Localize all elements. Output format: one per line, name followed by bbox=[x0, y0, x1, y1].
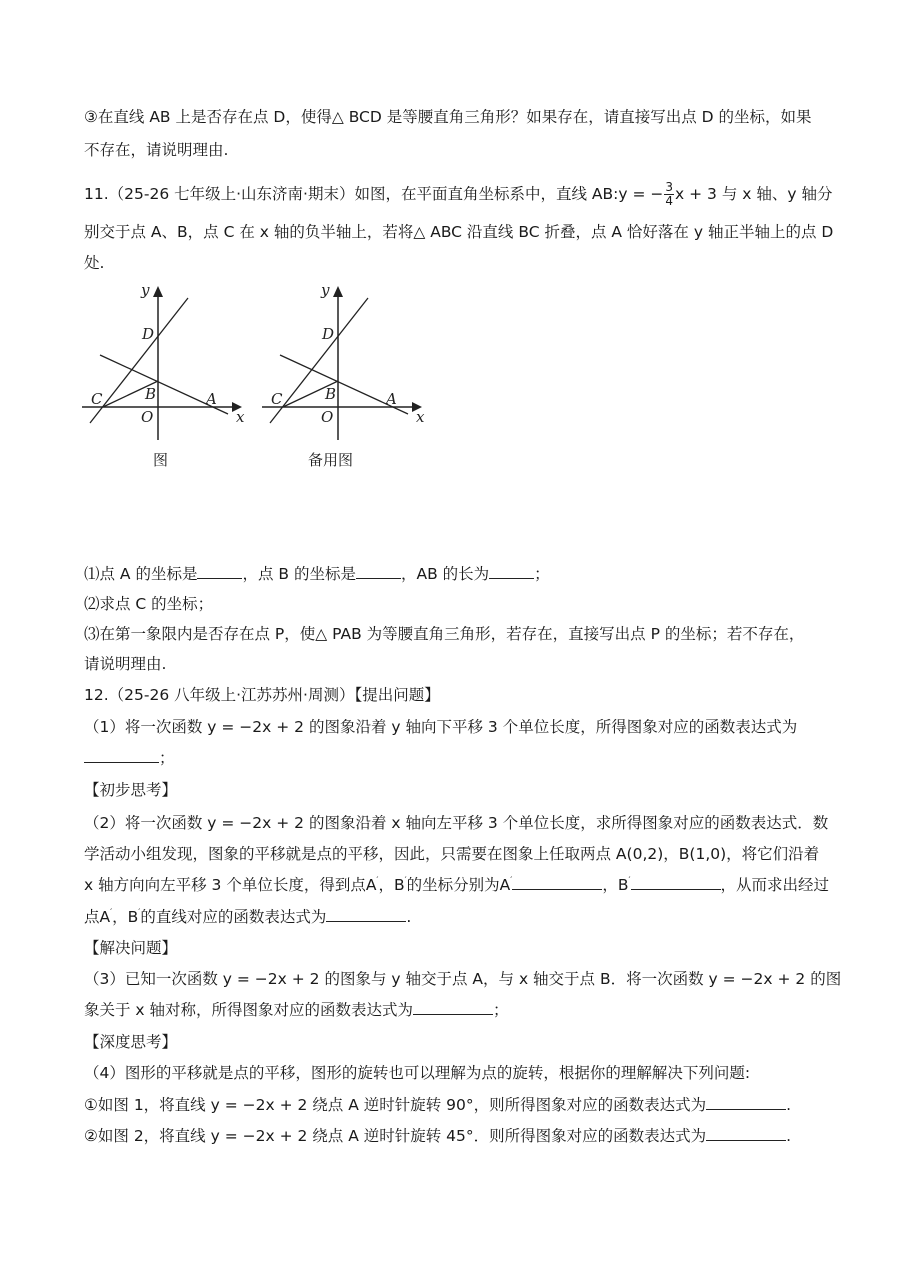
label-x: x bbox=[236, 408, 245, 426]
label-y: y bbox=[141, 281, 150, 299]
answer-blank[interactable] bbox=[706, 1095, 786, 1110]
answer-blank[interactable] bbox=[197, 564, 242, 579]
q12-part4-item2-text: ②如图 2，将直线 y = −2x + 2 绕点 A 逆时针旋转 45°．则所得图象对应的函数表达式为 bbox=[84, 1127, 707, 1145]
label-c: C bbox=[271, 390, 283, 408]
answer-blank[interactable] bbox=[356, 564, 401, 579]
label-o: O bbox=[321, 408, 334, 426]
figure-1 bbox=[78, 280, 248, 450]
figure-1-caption: 图 bbox=[153, 451, 169, 469]
figure-1-graph bbox=[78, 280, 248, 450]
q12-section-3: 【解决问题】 bbox=[84, 939, 178, 957]
q12-part3-text-b: ； bbox=[493, 1001, 509, 1019]
q12-part3-line1: （3）已知一次函数 y = −2x + 2 的图象与 y 轴交于点 A，与 x 轴交于点 B．将一次函数 y = −2x + 2 的图 bbox=[84, 970, 842, 988]
q11-part1-text-d: ； bbox=[534, 565, 550, 583]
q12-part2-text-b: ，B bbox=[378, 876, 405, 894]
y-axis-arrow-icon bbox=[333, 286, 343, 297]
q12-header: 12.（25-26 八年级上·江苏苏州·周测）【提出问题】 bbox=[84, 686, 440, 704]
q12-part2-text-c: 的坐标分别为A bbox=[406, 876, 511, 894]
q12-part2-text-f: 点A bbox=[84, 908, 111, 926]
q11-part1-text-a: ⑴点 A 的坐标是 bbox=[84, 565, 198, 583]
line-cd bbox=[90, 298, 188, 423]
q11-intro-line1 bbox=[84, 181, 832, 208]
q12-part2-line3 bbox=[84, 874, 829, 896]
q12-part2-text-e: ，从而求出经过 bbox=[720, 876, 830, 894]
q12-part4-intro: （4）图形的平移就是点的平移，图形的旋转也可以理解为点的旋转，根据你的理解解决下列问题: bbox=[84, 1064, 751, 1082]
q11-intro-text-b: x + 3 与 x 轴、y 轴分 bbox=[675, 185, 833, 203]
answer-blank[interactable] bbox=[84, 748, 159, 763]
answer-blank[interactable] bbox=[413, 1000, 493, 1015]
q12-part2-text-i: . bbox=[406, 908, 412, 926]
q11-part1-text-b: ，点 B 的坐标是 bbox=[242, 565, 356, 583]
answer-blank[interactable] bbox=[706, 1126, 786, 1141]
label-d: D bbox=[322, 325, 335, 343]
q11-part1 bbox=[84, 563, 550, 585]
label-y: y bbox=[321, 281, 330, 299]
fraction-3-4 bbox=[664, 181, 674, 208]
prime-mark: ′ bbox=[110, 908, 113, 918]
q12-part4-item1 bbox=[84, 1094, 791, 1116]
q12-part2-text-d: ，B bbox=[602, 876, 629, 894]
q12-part3-text-a: 象关于 x 轴对称，所得图象对应的函数表达式为 bbox=[84, 1001, 414, 1019]
figure-2 bbox=[258, 280, 428, 450]
q12-part3-line2 bbox=[84, 999, 509, 1021]
q10-part3-line2: 不存在，请说明理由. bbox=[84, 141, 229, 159]
label-c: C bbox=[91, 390, 103, 408]
label-x: x bbox=[416, 408, 425, 426]
figure-2-graph bbox=[258, 280, 428, 450]
q11-intro-line3: 处. bbox=[84, 254, 105, 272]
q12-part2-line1: （2）将一次函数 y = −2x + 2 的图象沿着 x 轴向左平移 3 个单位长度，求所得图象对应的函数表达式．数 bbox=[84, 814, 829, 832]
q12-part1-end: ； bbox=[159, 749, 175, 767]
answer-blank[interactable] bbox=[326, 907, 406, 922]
q12-part2-text-g: ，B bbox=[112, 908, 139, 926]
label-a: A bbox=[206, 390, 217, 408]
prime-mark: ′ bbox=[510, 876, 513, 886]
q12-part2-text-a: x 轴方向向左平移 3 个单位长度，得到点A bbox=[84, 876, 377, 894]
line-cd bbox=[270, 298, 368, 423]
q12-section-4: 【深度思考】 bbox=[84, 1033, 178, 1051]
label-o: O bbox=[141, 408, 154, 426]
fraction-numerator: 3 bbox=[665, 180, 674, 194]
q12-part2-text-h: 的直线对应的函数表达式为 bbox=[140, 908, 327, 926]
q11-part1-text-c: ，AB 的长为 bbox=[400, 565, 490, 583]
q12-section-2: 【初步思考】 bbox=[84, 781, 178, 799]
q11-part3-line2: 请说明理由. bbox=[84, 655, 167, 673]
q11-part3-line1: ⑶在第一象限内是否存在点 P，使△ PAB 为等腰直角三角形，若存在，直接写出点 P 的坐标；若不存在， bbox=[84, 625, 805, 643]
q11-intro-text-a: 11.（25-26 七年级上·山东济南·期末）如图，在平面直角坐标系中，直线 AB:y = − bbox=[84, 185, 664, 203]
q10-part3-line1: ③在直线 AB 上是否存在点 D，使得△ BCD 是等腰直角三角形？如果存在，请直接写出点 D 的坐标，如果 bbox=[84, 108, 812, 126]
prime-mark: ′ bbox=[404, 876, 407, 886]
prime-mark: ′ bbox=[628, 876, 631, 886]
q12-part2-line2: 学活动小组发现，图象的平移就是点的平移，因此，只需要在图象上任取两点 A(0,2)，B(1,0)，将它们沿着 bbox=[84, 845, 820, 863]
prime-mark: ′ bbox=[376, 876, 379, 886]
answer-blank[interactable] bbox=[631, 875, 721, 890]
label-b: B bbox=[145, 385, 157, 403]
prime-mark: ′ bbox=[138, 908, 141, 918]
y-axis-arrow-icon bbox=[153, 286, 163, 297]
answer-blank[interactable] bbox=[512, 875, 602, 890]
q12-part4-item2-end: . bbox=[786, 1127, 792, 1145]
answer-blank[interactable] bbox=[489, 564, 534, 579]
fraction-denominator: 4 bbox=[665, 194, 674, 208]
q11-intro-line2: 别交于点 A、B，点 C 在 x 轴的负半轴上，若将△ ABC 沿直线 BC 折叠，点 A 恰好落在 y 轴正半轴上的点 D bbox=[84, 223, 834, 241]
q12-part4-item2 bbox=[84, 1125, 791, 1147]
q12-part4-item1-text: ①如图 1，将直线 y = −2x + 2 绕点 A 逆时针旋转 90°，则所得图象对应的函数表达式为 bbox=[84, 1096, 707, 1114]
label-d: D bbox=[142, 325, 155, 343]
q12-part1-line1: （1）将一次函数 y = −2x + 2 的图象沿着 y 轴向下平移 3 个单位长度，所得图象对应的函数表达式为 bbox=[84, 718, 798, 736]
q12-part1-line2 bbox=[84, 747, 175, 769]
q12-part4-item1-end: . bbox=[786, 1096, 792, 1114]
q11-part2: ⑵求点 C 的坐标； bbox=[84, 595, 214, 613]
q12-part2-line4 bbox=[84, 906, 411, 928]
label-b: B bbox=[325, 385, 337, 403]
label-a: A bbox=[386, 390, 397, 408]
figure-2-caption: 备用图 bbox=[308, 451, 354, 469]
